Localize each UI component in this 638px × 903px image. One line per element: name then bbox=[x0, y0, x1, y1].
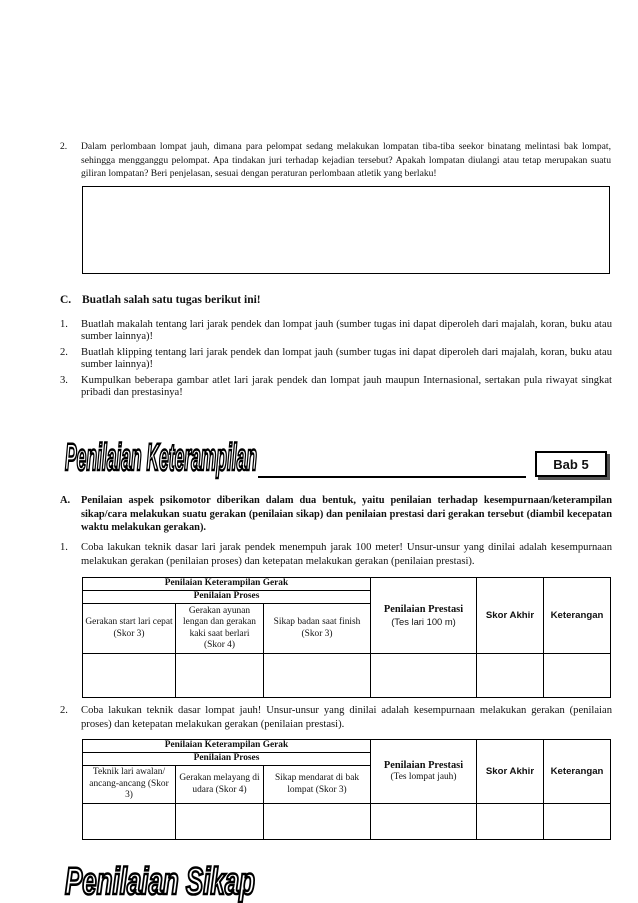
table-cell[interactable] bbox=[371, 804, 477, 840]
heading-text: Penilaian Sikap bbox=[65, 861, 255, 903]
table-header-main: Penilaian Keterampilan Gerak bbox=[83, 740, 371, 753]
table-header-skor: Skor Akhir bbox=[477, 740, 544, 804]
table-header-proses: Penilaian Proses bbox=[83, 753, 371, 766]
section-c-heading: Buatlah salah satu tugas berikut ini! bbox=[82, 294, 261, 306]
table-header-main: Penilaian Keterampilan Gerak bbox=[83, 578, 371, 591]
table-header-prestasi: Penilaian Prestasi (Tes lompat jauh) bbox=[371, 740, 477, 804]
table-col-header: Gerakan melayang di udara (Skor 4) bbox=[176, 766, 264, 804]
table-col-header: Gerakan start lari cepat (Skor 3) bbox=[83, 604, 176, 654]
penilaian-sikap-heading bbox=[62, 842, 262, 902]
table-cell[interactable] bbox=[83, 804, 176, 840]
question-text: Dalam perlombaan lompat jauh, dimana para pelompat sedang melakukan lompatan tiba-tiba seekor binatang melintasi bak lompat, sehingga mengganggu pelompat. Apa tindakan juri terhadap kejadian tersebut? Apakah lompatan diulangi atau tetap merupakan suatu giliran lompatan? Beri penjelasan, sesuai dengan peraturan perlombaan atletik yang berlaku! bbox=[81, 141, 611, 179]
section-a-text: Penilaian aspek psikomotor diberikan dalam dua bentuk, yaitu penilaian terhadap kesempurnaan/keterampilan sikap/cara melakukan suatu gerakan (penilaian sikap) dan penilaian prestasi dari gerakan tersebut (diambil kecepatan waktu melakukan gerakan). bbox=[81, 495, 612, 534]
chapter-badge: Bab 5 bbox=[535, 451, 607, 477]
table-header-prestasi: Penilaian Prestasi (Tes lari 100 m) bbox=[371, 578, 477, 654]
task-number: 2. bbox=[60, 705, 68, 716]
table-cell[interactable] bbox=[371, 654, 477, 698]
table-row bbox=[83, 804, 611, 840]
heading-rule bbox=[258, 476, 526, 478]
task-text: Coba lakukan teknik dasar lari jarak pendek menempuh jarak 100 meter! Unsur-unsur yang dinilai adalah kesempurnaan melakukan gerakan (penilaian proses) dan ketepatan melakukan gerakan (penilaian prestasi). bbox=[81, 542, 612, 567]
assessment-table-1 bbox=[82, 577, 611, 698]
table-header-keterangan: Keterangan bbox=[544, 578, 611, 654]
table-col-header: Gerakan ayunan lengan dan gerakan kaki saat berlari (Skor 4) bbox=[176, 604, 264, 654]
task-text: Coba lakukan teknik dasar lompat jauh! Unsur-unsur yang dinilai adalah kesempurnaan melakukan gerakan (penilaian proses) dan ketepatan melakukan gerakan (penilaian prestasi). bbox=[81, 705, 612, 730]
table-header-proses: Penilaian Proses bbox=[83, 591, 371, 604]
list-item: 2. Buatlah klipping tentang lari jarak pendek dan lompat jauh (sumber tugas ini dapat diperoleh dari majalah, koran, buku atau sumber lainnya)! bbox=[60, 346, 612, 371]
table-cell[interactable] bbox=[544, 654, 611, 698]
list-item-text: Kumpulkan beberapa gambar atlet lari jarak pendek dan lompat jauh maupun Internasional, sertakan pula riwayat singkat pribadi dan prestasinya! bbox=[81, 374, 612, 399]
table-row bbox=[83, 654, 611, 698]
list-item: 3. Kumpulkan beberapa gambar atlet lari jarak pendek dan lompat jauh maupun Internasional, sertakan pula riwayat singkat pribadi dan prestasinya! bbox=[60, 374, 612, 399]
answer-box[interactable] bbox=[82, 186, 610, 274]
table-cell[interactable] bbox=[264, 804, 371, 840]
task-number: 1. bbox=[60, 542, 68, 553]
section-c-list bbox=[60, 319, 612, 402]
table-cell[interactable] bbox=[477, 804, 544, 840]
list-item: 1. Buatlah makalah tentang lari jarak pendek dan lompat jauh (sumber tugas ini dapat diperoleh dari majalah, koran, buku atau sumber lainnya)! bbox=[60, 319, 612, 343]
table-header-skor: Skor Akhir bbox=[477, 578, 544, 654]
section-c-title bbox=[60, 294, 261, 306]
assessment-table-2 bbox=[82, 739, 611, 840]
list-item-text: Buatlah makalah tentang lari jarak pendek dan lompat jauh (sumber tugas ini dapat diperoleh dari majalah, koran, buku atau sumber lainnya)! bbox=[81, 319, 612, 343]
list-item-text: Buatlah klipping tentang lari jarak pendek dan lompat jauh (sumber tugas ini dapat diperoleh dari majalah, koran, buku atau sumber lainnya)! bbox=[81, 346, 612, 371]
table-header-keterangan: Keterangan bbox=[544, 740, 611, 804]
section-c-letter: C. bbox=[60, 294, 72, 306]
table-col-header: Sikap mendarat di bak lompat (Skor 3) bbox=[264, 766, 371, 804]
question-number: 2. bbox=[60, 141, 68, 152]
table-cell[interactable] bbox=[176, 804, 264, 840]
table-col-header: Teknik lari awalan/ ancang-ancang (Skor 3) bbox=[83, 766, 176, 804]
section-a-letter: A. bbox=[60, 495, 71, 506]
table-cell[interactable] bbox=[176, 654, 264, 698]
table-cell[interactable] bbox=[83, 654, 176, 698]
table-cell[interactable] bbox=[544, 804, 611, 840]
table-col-header: Sikap badan saat finish (Skor 3) bbox=[264, 604, 371, 654]
table-cell[interactable] bbox=[477, 654, 544, 698]
heading-text: Penilaian Keterampilan bbox=[65, 437, 257, 479]
penilaian-keterampilan-heading bbox=[62, 418, 262, 480]
table-cell[interactable] bbox=[264, 654, 371, 698]
